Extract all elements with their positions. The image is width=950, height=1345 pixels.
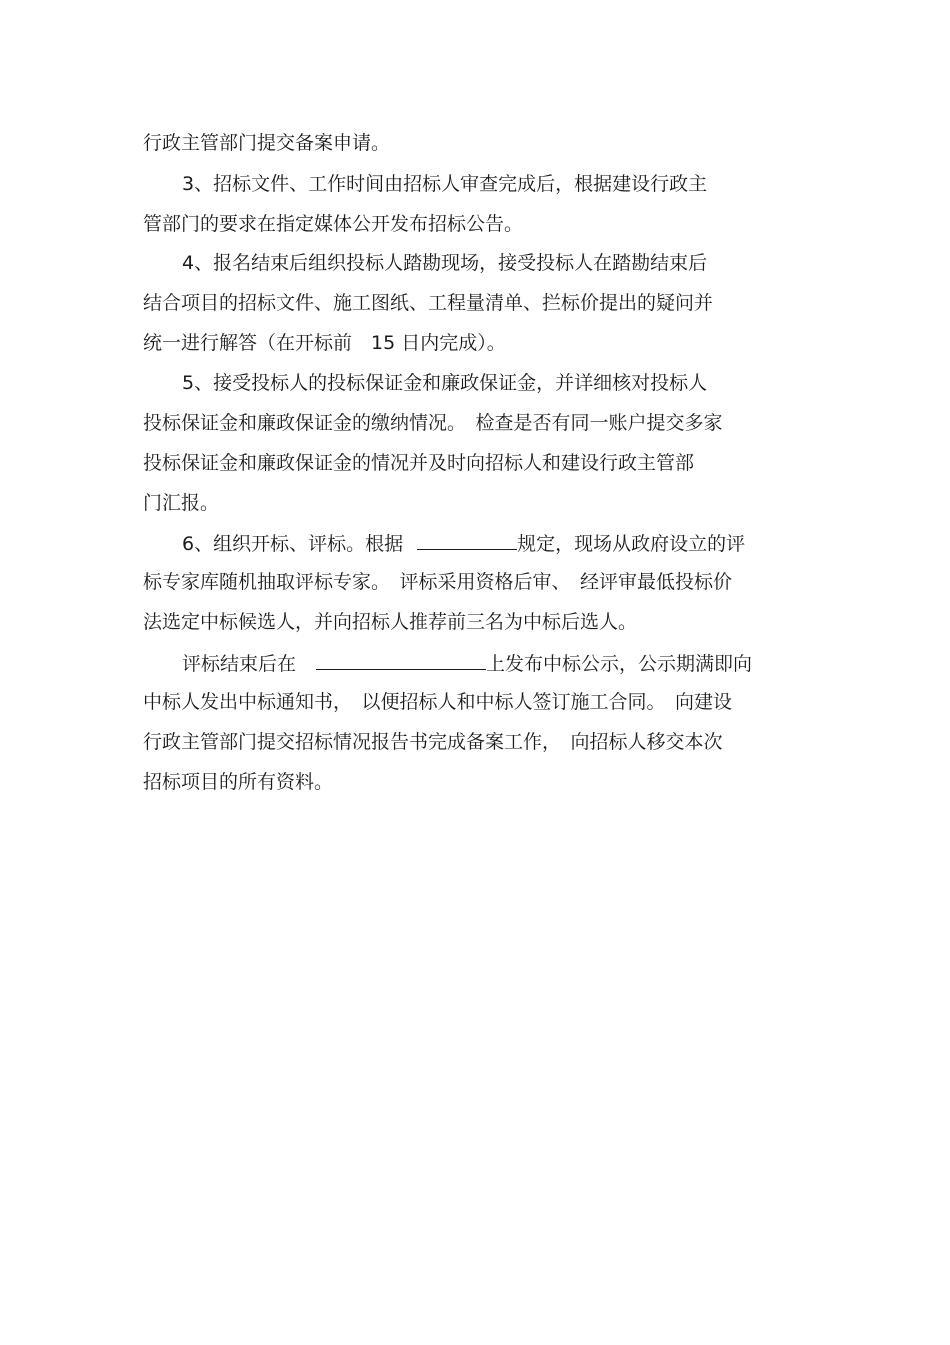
text-line: 结合项目的招标文件、施工图纸、工程量清单、拦标价提出的疑问并: [143, 292, 714, 314]
text-line: 统一进行解答（在开标前 15 日内完成）。: [143, 332, 506, 354]
text-line: 门汇报。: [143, 492, 220, 514]
text-line: 标专家库随机抽取评标专家。 评标采用资格后审、 经评审最低投标价: [143, 571, 733, 593]
text-before-blank: 6、组织开标、评标。根据: [182, 533, 404, 555]
paragraph-4-line: 4、报名结束后组织投标人踏勘现场，接受投标人在踏勘结束后: [182, 252, 708, 274]
paragraph-6-line: [182, 527, 745, 557]
blank-underline: [417, 527, 517, 550]
text-before-blank: 评标结束后在: [182, 653, 297, 675]
text-after-blank: 上发布中标公示，公示期满即向: [486, 653, 753, 675]
text-line: 管部门的要求在指定媒体公开发布招标公告。: [143, 213, 524, 235]
text-line: 招标项目的所有资料。: [143, 771, 334, 793]
paragraph-3-line: 3、招标文件、工作时间由招标人审查完成后，根据建设行政主: [182, 173, 708, 195]
text-line: 投标保证金和廉政保证金的情况并及时向招标人和建设行政主管部: [143, 452, 695, 474]
text-line: 行政主管部门提交备案申请。: [143, 132, 391, 154]
paragraph-5-line: 5、接受投标人的投标保证金和廉政保证金，并详细核对投标人: [182, 372, 708, 394]
text-line: 中标人发出中标通知书， 以便招标人和中标人签订施工合同。 向建设: [143, 691, 733, 713]
text-after-blank: 规定，现场从政府设立的评: [517, 533, 746, 555]
result-paragraph-line: [182, 647, 752, 677]
text-line: 法选定中标候选人，并向招标人推荐前三名为中标后选人。: [143, 611, 638, 633]
text-line: 投标保证金和廉政保证金的缴纳情况。 检查是否有同一账户提交多家: [143, 412, 723, 434]
text-line: 行政主管部门提交招标情况报告书完成备案工作， 向招标人移交本次: [143, 731, 723, 753]
blank-underline: [316, 647, 486, 670]
